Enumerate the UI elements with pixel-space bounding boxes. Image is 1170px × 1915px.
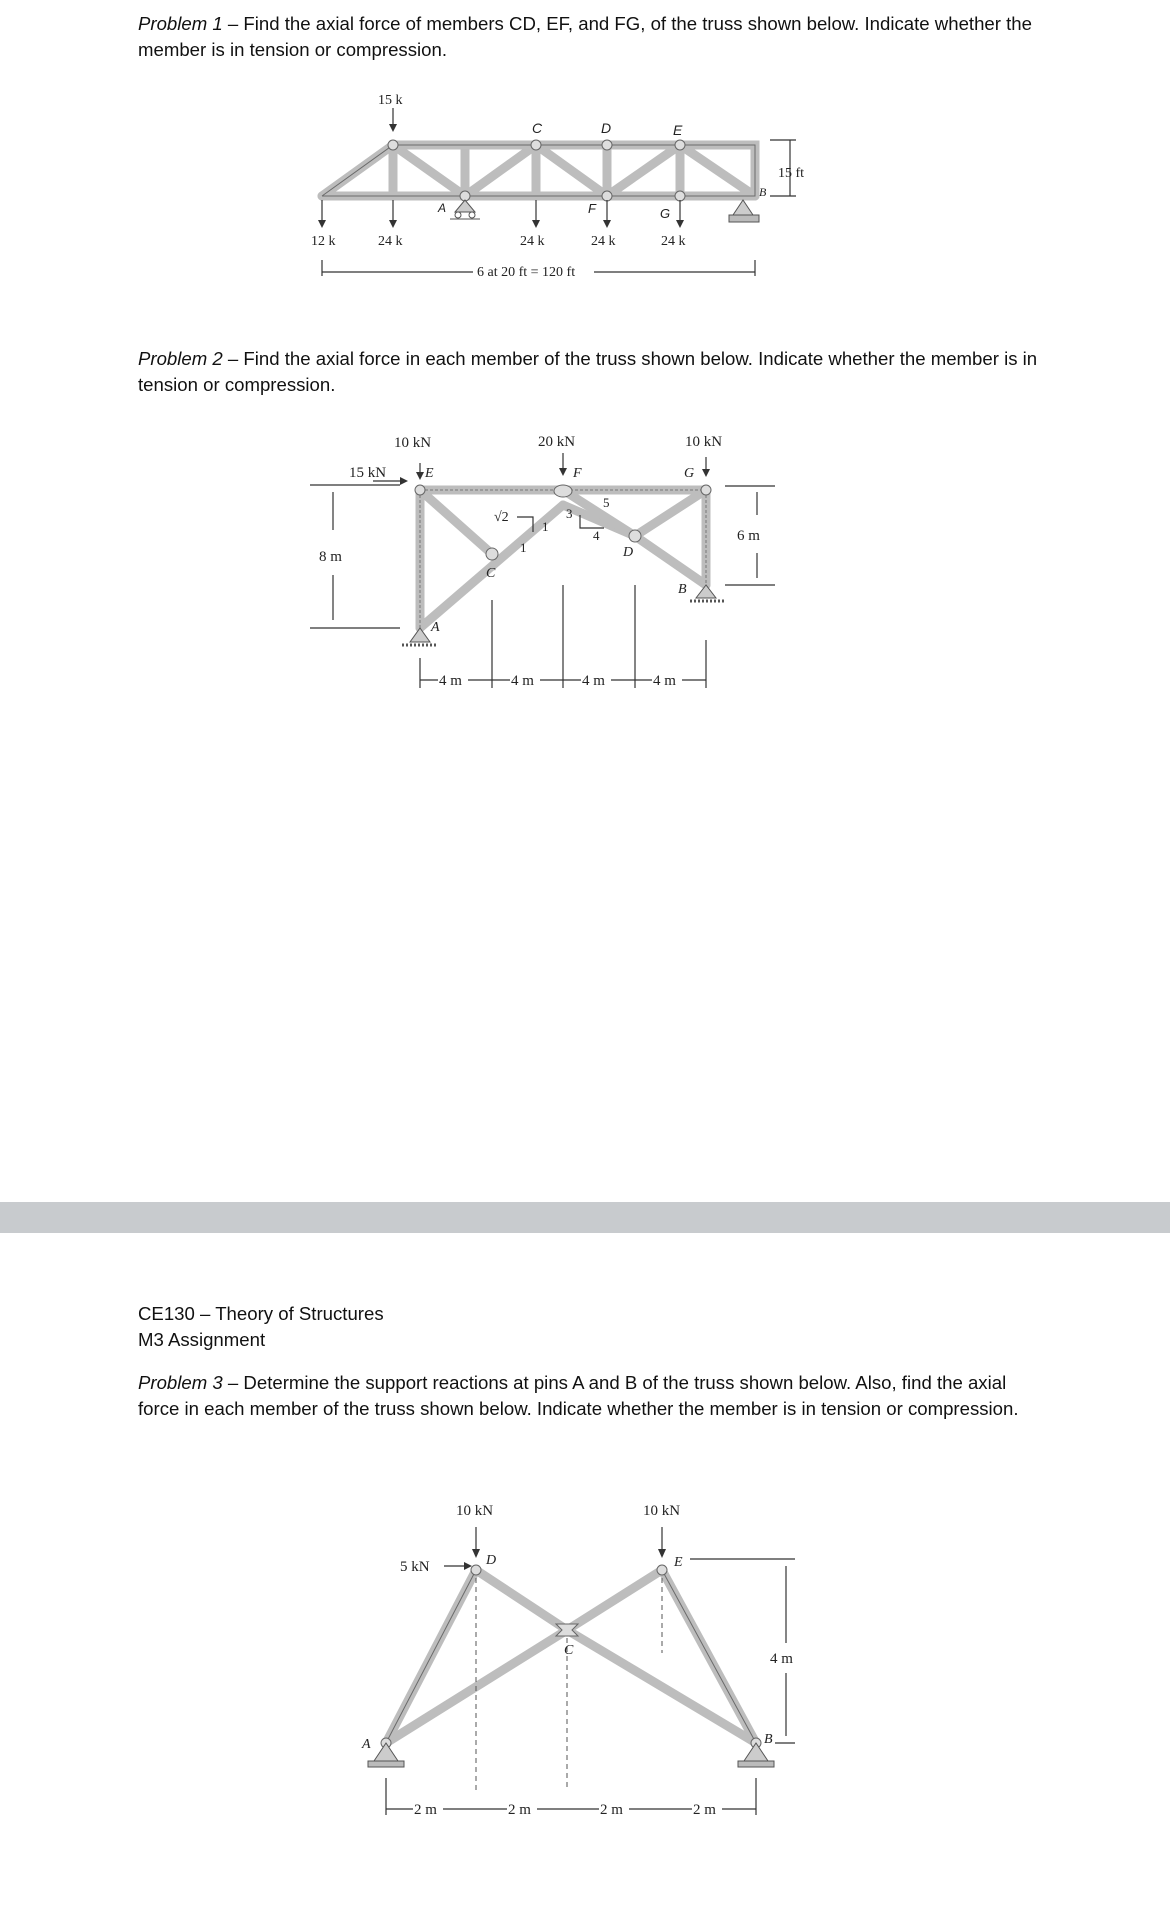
node-label-E: E xyxy=(673,122,683,138)
spacing-label-2: 4 m xyxy=(511,673,534,689)
height-left-label: 8 m xyxy=(319,549,342,565)
slope1-hyp: √2 xyxy=(494,510,509,525)
load-arrows-2 xyxy=(373,453,710,485)
course-title: CE130 – Theory of Structures xyxy=(138,1303,384,1324)
node-label-F: F xyxy=(588,201,596,216)
node-label-A: A xyxy=(431,620,440,635)
support-B-pin xyxy=(690,585,724,601)
node-label-A: A xyxy=(438,201,447,215)
problem-3-text: – Determine the support reactions at pins A and B of the truss shown below. Also, find the axial force in each member of the truss shown below. Indicate whether the member is in tension or compression. xyxy=(138,1372,1019,1419)
node-label-B: B xyxy=(759,185,767,199)
node-label-C: C xyxy=(564,1643,574,1658)
node-label-B: B xyxy=(764,1732,773,1747)
spacing-label-4: 2 m xyxy=(693,1802,716,1818)
slope1-h: 1 xyxy=(542,519,549,534)
load-F-label: 20 kN xyxy=(538,434,576,450)
load-15k-label: 15 k xyxy=(378,93,403,108)
span-label: 6 at 20 ft = 120 ft xyxy=(477,265,576,280)
problem-2-title: Problem 2 xyxy=(138,348,223,369)
load-arrows-3 xyxy=(444,1527,666,1570)
load-horizontal-label: 5 kN xyxy=(400,1559,430,1575)
slope2-hyp: 5 xyxy=(603,495,610,510)
page-2 xyxy=(0,1233,1170,1915)
node-label-G: G xyxy=(660,206,671,221)
node-label-E: E xyxy=(425,466,434,481)
node-label-D: D xyxy=(623,545,634,560)
height-right-label: 6 m xyxy=(737,528,760,544)
spacing-label-1: 2 m xyxy=(414,1802,437,1818)
node-label-C: C xyxy=(486,566,496,581)
height-15ft-label: 15 ft xyxy=(778,166,805,181)
load-24k-label-3: 24 k xyxy=(591,234,616,249)
load-24k-label-1: 24 k xyxy=(378,234,403,249)
spacing-label-1: 4 m xyxy=(439,673,462,689)
spacing-label-3: 2 m xyxy=(600,1802,623,1818)
node-label-D: D xyxy=(601,120,612,136)
slope2-h: 4 xyxy=(593,528,600,543)
load-E-label: 10 kN xyxy=(394,435,432,451)
node-label-G: G xyxy=(684,466,695,481)
problem-2-text: – Find the axial force in each member of the truss shown below. Indicate whether the member is in tension or compression. xyxy=(138,348,1038,395)
spacing-label-4: 4 m xyxy=(653,673,676,689)
load-horizontal-label: 15 kN xyxy=(349,465,387,481)
assignment-title: M3 Assignment xyxy=(138,1329,266,1350)
load-D-label: 10 kN xyxy=(456,1503,494,1519)
node-label-F: F xyxy=(573,466,582,481)
load-12k-label: 12 k xyxy=(311,234,336,249)
problem-1-title: Problem 1 xyxy=(138,13,223,34)
spacing-label-2: 2 m xyxy=(508,1802,531,1818)
problem-1-text: – Find the axial force of members CD, EF, and FG, of the truss shown below. Indicate whether the member is in tension or compression. xyxy=(138,13,1032,60)
load-24k-label-4: 24 k xyxy=(661,234,686,249)
spacing-label-3: 4 m xyxy=(582,673,605,689)
load-24k-label-2: 24 k xyxy=(520,234,545,249)
problem-3-title: Problem 3 xyxy=(138,1372,223,1393)
problem-3-truss-figure xyxy=(0,1233,1170,1915)
load-G-label: 10 kN xyxy=(685,434,723,450)
height-label: 4 m xyxy=(770,1651,793,1667)
slope2-v: 3 xyxy=(566,506,573,521)
load-E-label: 10 kN xyxy=(643,1503,681,1519)
node-label-C: C xyxy=(532,120,543,136)
page-separator xyxy=(0,1202,1170,1233)
node-label-D: D xyxy=(486,1553,497,1568)
node-label-E: E xyxy=(674,1555,683,1570)
support-A-pin xyxy=(368,1743,404,1767)
slope1-v: 1 xyxy=(520,540,527,555)
node-label-A: A xyxy=(362,1737,371,1752)
node-label-B: B xyxy=(678,582,687,597)
